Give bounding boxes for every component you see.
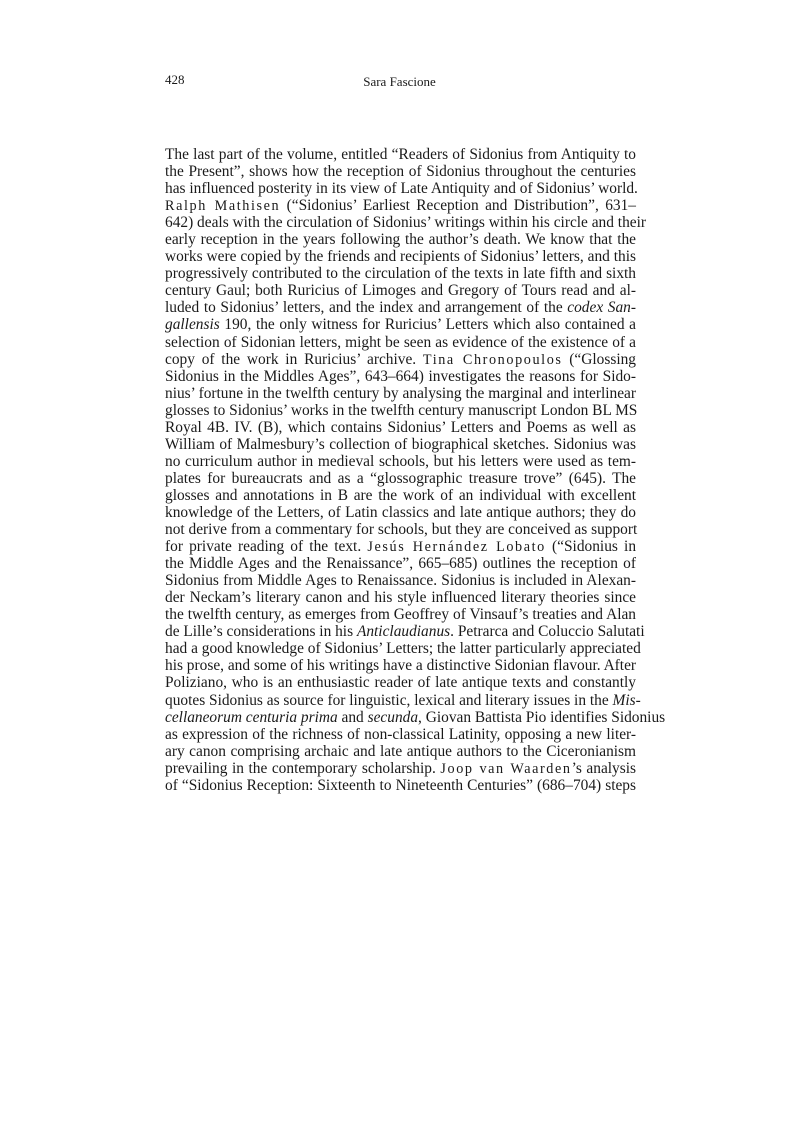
text-segment: not derive from a commentary for schools, but they are conceived as support (165, 521, 638, 539)
text-line (165, 760, 636, 777)
text-segment: for private reading of the text. (165, 538, 368, 556)
text-line (165, 214, 647, 232)
text-segment: as expression of the richness of non-classical Latinity, opposing a new liter- (165, 725, 636, 743)
body-text (165, 146, 666, 794)
text-line (165, 708, 666, 726)
text-line (165, 265, 636, 282)
text-segment: his prose, and some of his writings have a distinctive Sidonian flavour. After (165, 657, 637, 675)
text-segment: ary canon comprising archaic and late antique authors to the Ciceronianism (165, 742, 636, 760)
text-line (165, 487, 636, 504)
text-segment: ’s analysis (571, 759, 637, 777)
text-line (165, 368, 636, 385)
text-line (165, 316, 636, 333)
text-line (165, 657, 636, 674)
text-segment: The last part of the volume, entitled “Readers of Sidonius from Antiquity to (165, 146, 636, 163)
text-line (165, 555, 636, 572)
text-segment: Royal 4B. IV. (B), which contains Sidonius’ Letters and Poems as well as (165, 418, 636, 436)
text-segment: the Present”, shows how the reception of Sidonius throughout the centuries (165, 163, 636, 181)
text-segment: plates for bureaucrats and as a “glossographic treasure trove” (645). The (165, 469, 636, 487)
text-segment: century Gaul; both Ruricius of Limoges and Gregory of Tours read and al- (165, 282, 636, 300)
text-segment: quotes Sidonius as source for linguistic, lexical and literary issues in the (165, 691, 613, 709)
text-segment: der Neckam’s literary canon and his style influenced literary theories since (165, 589, 636, 607)
text-line (165, 453, 636, 470)
running-head: Sara Fascione (363, 74, 436, 89)
text-line (165, 674, 636, 691)
text-segment: , Giovan Battista Pio identifies Sidonius (418, 708, 666, 726)
text-segment: (“Sidonius in (545, 538, 637, 556)
text-segment: selection of Sidonian letters, might be seen as evidence of the existence of a (165, 333, 636, 351)
text-segment: glosses to Sidonius’ works in the twelfth century manuscript London BL MS (165, 401, 638, 419)
italic-text: cellaneorum centuria prima (165, 708, 338, 726)
text-line (165, 351, 636, 368)
text-line (165, 248, 636, 265)
text-segment: 642) deals with the circulation of Sidonius’ writings within his circle and their (165, 214, 647, 232)
text-segment: William of Malmesbury’s collection of biographical sketches. Sidonius was (165, 435, 636, 453)
author-name: Ralph Mathisen (165, 198, 281, 215)
text-line (165, 777, 636, 794)
italic-text: gallensis (165, 316, 220, 334)
text-line (165, 385, 636, 402)
text-segment: glosses and annotations in B are the work of an individual with excellent (165, 486, 636, 504)
text-segment: knowledge of the Letters, of Latin classics and late antique authors; they do (165, 503, 636, 521)
text-line (165, 402, 636, 419)
text-line (165, 163, 636, 180)
text-line (165, 470, 636, 487)
text-line (165, 606, 636, 623)
text-segment: progressively contributed to the circulation of the texts in late fifth and sixth (165, 265, 636, 283)
text-segment: nius’ fortune in the twelfth century by analysing the marginal and interlinear (165, 384, 636, 402)
text-line (165, 146, 636, 163)
author-name: Jesús Hernández Lobato (367, 539, 546, 556)
author-name: Tina Chronopoulos (422, 351, 563, 368)
text-segment: . Petrarca and Coluccio Salutati (450, 623, 645, 641)
text-line (165, 521, 636, 538)
text-segment: (“Glossing (562, 350, 636, 368)
text-line (165, 623, 645, 641)
text-line (165, 589, 636, 606)
text-line (165, 743, 636, 760)
text-segment: (“Sidonius’ Earliest Reception and Distribution”, 631– (280, 197, 637, 215)
text-line (165, 231, 636, 248)
text-line (165, 299, 636, 316)
italic-text: Anticlaudianus (356, 623, 451, 641)
text-segment: prevailing in the contemporary scholarship. (165, 759, 441, 777)
text-segment: works were copied by the friends and recipients of Sidonius’ letters, and this (165, 248, 636, 266)
text-segment: copy of the work in Ruricius’ archive. (165, 350, 423, 368)
text-segment: Sidonius in the Middles Ages”, 643–664) investigates the reasons for Sido- (165, 367, 636, 385)
text-line (165, 504, 636, 521)
text-segment: luded to Sidonius’ letters, and the index and arrangement of the (165, 299, 568, 317)
text-line (165, 282, 636, 299)
italic-text: Mis- (612, 691, 641, 709)
text-segment: early reception in the years following the author’s death. We know that the (165, 231, 636, 249)
text-segment: had a good knowledge of Sidonius’ Letters; the latter particularly appreciated (165, 640, 641, 658)
text-segment: 190, the only witness for Ruricius’ Letters which also contained a (219, 316, 636, 334)
italic-text: codex San- (567, 299, 636, 317)
text-line (165, 640, 641, 658)
author-name: Joop van Waarden (440, 760, 572, 777)
text-line (165, 180, 636, 197)
page-number: 428 (165, 72, 185, 87)
text-line (165, 691, 641, 709)
text-line (165, 436, 636, 453)
text-segment: and (337, 708, 368, 726)
text-line (165, 538, 636, 555)
text-segment: Sidonius from Middle Ages to Renaissance. Sidonius is included in Alexan- (165, 572, 636, 590)
italic-text: secunda (367, 708, 419, 726)
text-line (165, 726, 636, 743)
text-segment: Poliziano, who is an enthusiastic reader of late antique texts and constantly (165, 674, 636, 692)
text-segment: of “Sidonius Reception: Sixteenth to Nineteenth Centuries” (686–704) steps (165, 776, 636, 794)
text-line (165, 419, 636, 436)
text-segment: no curriculum author in medieval schools, but his letters were used as tem- (165, 452, 636, 470)
text-segment: the Middle Ages and the Renaissance”, 665–685) outlines the reception of (165, 555, 636, 573)
text-segment: the twelfth century, as emerges from Geoffrey of Vinsauf’s treaties and Alan (165, 606, 636, 624)
text-line (165, 197, 636, 214)
text-line (165, 572, 636, 589)
text-segment: de Lille’s considerations in his (165, 623, 357, 641)
text-line (165, 334, 636, 351)
text-segment: has influenced posterity in its view of Late Antiquity and of Sidonius’ world. (165, 180, 638, 198)
